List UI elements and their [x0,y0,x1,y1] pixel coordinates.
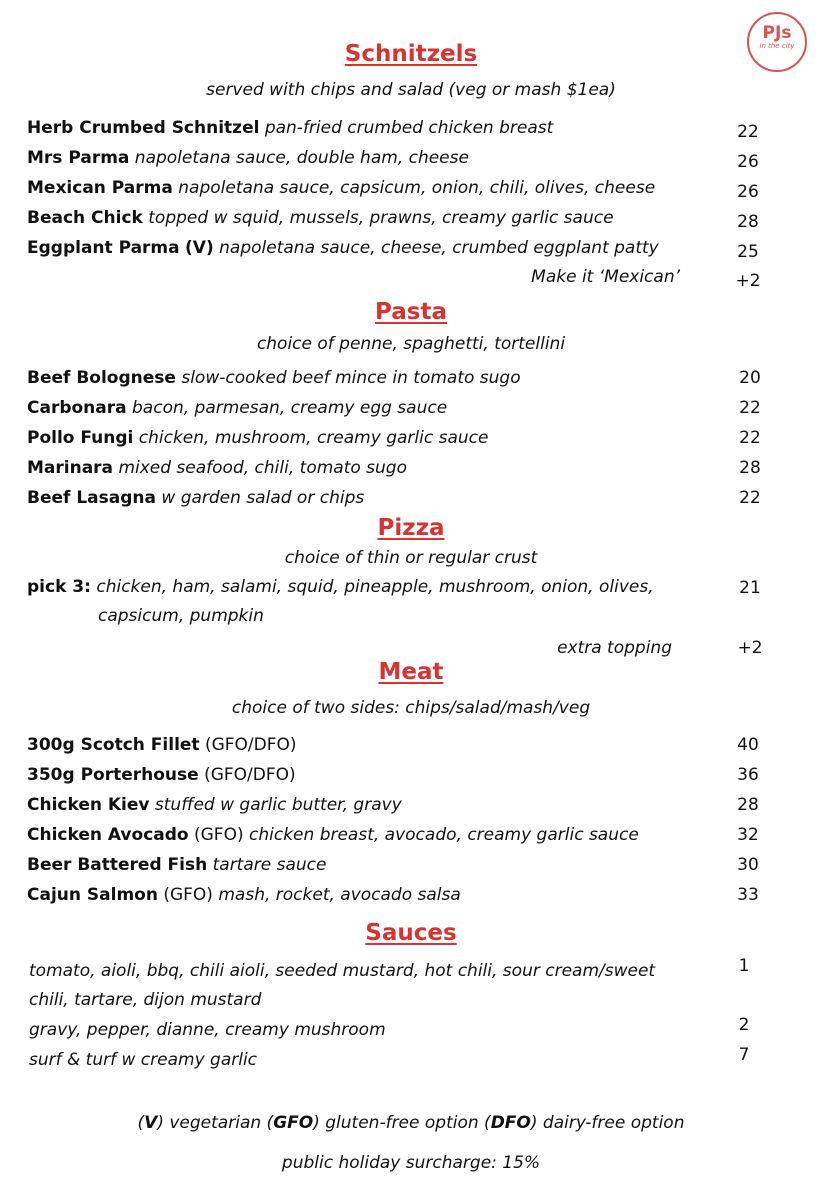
item-name: Beer Battered Fish [27,855,208,875]
sauce-price: 2 [738,1015,750,1035]
item-name: Eggplant Parma [27,238,180,258]
item-price: 26 [737,152,759,172]
item-price: 22 [739,398,761,418]
item-price: 26 [737,182,759,202]
item-price: 22 [737,122,759,142]
legend-dfo-code: DFO [490,1113,531,1133]
item-price: 33 [737,885,759,905]
section-title-pasta: Pasta [375,299,447,325]
item-desc: slow-cooked beef mince in tomato sugo [181,368,521,388]
item-desc: mixed seafood, chili, tomato sugo [118,458,407,478]
menu-item [27,854,326,876]
section-subtitle-pizza: choice of thin or regular crust [284,548,538,568]
sauce-price: 1 [738,956,750,976]
item-price: 28 [737,212,759,232]
legend-dfo-text: dairy-free option [542,1113,685,1133]
item-name: Carbonara [27,398,127,418]
menu-item [27,734,297,756]
menu-item [27,397,447,419]
vegetarian-tag: (V) [185,238,214,258]
item-name: Chicken Kiev [27,795,150,815]
legend-gfo-text: gluten-free option [325,1113,479,1133]
pick-label: pick 3: [27,577,91,597]
menu-item [27,177,655,199]
item-desc: mash, rocket, avocado salsa [218,885,461,905]
dietary-tag: (GFO/DFO) [204,735,297,755]
item-desc: stuffed w garlic butter, gravy [154,795,402,815]
menu-item [27,884,461,906]
item-desc: chicken breast, avocado, creamy garlic sauce [249,825,639,845]
item-name: 350g Porterhouse [27,765,199,785]
menu-item [27,794,402,816]
extra-topping-price: +2 [737,638,763,658]
menu-item [27,207,614,229]
extra-option-price: +2 [735,271,761,291]
item-desc: tartare sauce [212,855,327,875]
item-name: Mexican Parma [27,178,173,198]
item-name: Beef Bolognese [27,368,176,388]
section-subtitle-meat: choice of two sides: chips/salad/mash/veg [231,698,591,718]
item-name: Mrs Parma [27,148,130,168]
menu-item [27,457,407,479]
logo-name: PJs [762,23,792,43]
topping-list: chicken, ham, salami, squid, pineapple, mushroom, onion, olives, [96,577,654,597]
item-desc: napoletana sauce, capsicum, onion, chili, olives, cheese [178,178,656,198]
menu-item [27,147,469,169]
topping-list-continued: capsicum, pumpkin [98,606,264,626]
section-subtitle-pasta: choice of penne, spaghetti, tortellini [256,334,566,354]
item-desc: topped w squid, mussels, prawns, creamy garlic sauce [148,208,614,228]
item-price: 40 [737,735,759,755]
section-title-meat: Meat [378,659,444,685]
item-price: 30 [737,855,759,875]
item-name: Pollo Fungi [27,428,134,448]
item-name: Beef Lasagna [27,488,156,508]
section-title-pizza: Pizza [377,515,445,541]
dietary-tag: (GFO) [163,885,213,905]
item-name: Cajun Salmon [27,885,158,905]
item-name: Beach Chick [27,208,143,228]
item-price: 22 [739,488,761,508]
item-price: 28 [739,458,761,478]
menu-item [27,764,296,786]
item-name: 300g Scotch Fillet [27,735,200,755]
item-price: 36 [737,765,759,785]
sauce-list: surf & turf w creamy garlic [29,1050,258,1070]
section-title-schnitzels: Schnitzels [344,41,478,67]
logo-tagline: in the city [759,42,795,50]
item-desc: bacon, parmesan, creamy egg sauce [132,398,448,418]
dietary-tag: (GFO) [194,825,244,845]
item-name: Herb Crumbed Schnitzel [27,118,260,138]
sauce-price: 7 [738,1045,750,1065]
item-price: 22 [739,428,761,448]
dietary-tag: (GFO/DFO) [204,765,296,785]
menu-item [27,487,364,509]
menu-item [27,367,521,389]
item-desc: napoletana sauce, cheese, crumbed eggplant patty [219,238,659,258]
item-desc: napoletana sauce, double ham, cheese [134,148,469,168]
sauce-list: tomato, aioli, bbq, chili aioli, seeded mustard, hot chili, sour cream/sweet [29,961,656,981]
menu-item [27,237,659,259]
sauce-list-continued: chili, tartare, dijon mustard [29,990,262,1010]
sauce-list: gravy, pepper, dianne, creamy mushroom [29,1020,386,1040]
pizza-pick-line [27,576,654,598]
menu-item [27,427,488,449]
legend-gfo-code: GFO [273,1113,314,1133]
legend-v-code: V [144,1113,158,1133]
item-name: Chicken Avocado [27,825,189,845]
section-title-sauces: Sauces [365,920,457,946]
item-price: 28 [737,795,759,815]
item-name: Marinara [27,458,114,478]
extra-topping-label: extra topping [557,638,672,658]
item-desc: pan-fried crumbed chicken breast [264,118,554,138]
item-price: 21 [739,578,761,598]
item-price: 25 [737,242,759,262]
item-desc: chicken, mushroom, creamy garlic sauce [138,428,489,448]
extra-option-label: Make it ‘Mexican’ [531,267,680,287]
surcharge-note: public holiday surcharge: 15% [281,1153,541,1173]
dietary-legend: (V) vegetarian (GFO) gluten-free option (DFO) dairy-free option [137,1113,685,1133]
item-price: 32 [737,825,759,845]
section-subtitle-schnitzels: served with chips and salad (veg or mash $1ea) [206,80,616,100]
menu-item [27,824,639,846]
item-price: 20 [739,368,761,388]
item-desc: w garden salad or chips [161,488,365,508]
legend-v-text: vegetarian [169,1113,262,1133]
menu-item [27,117,553,139]
